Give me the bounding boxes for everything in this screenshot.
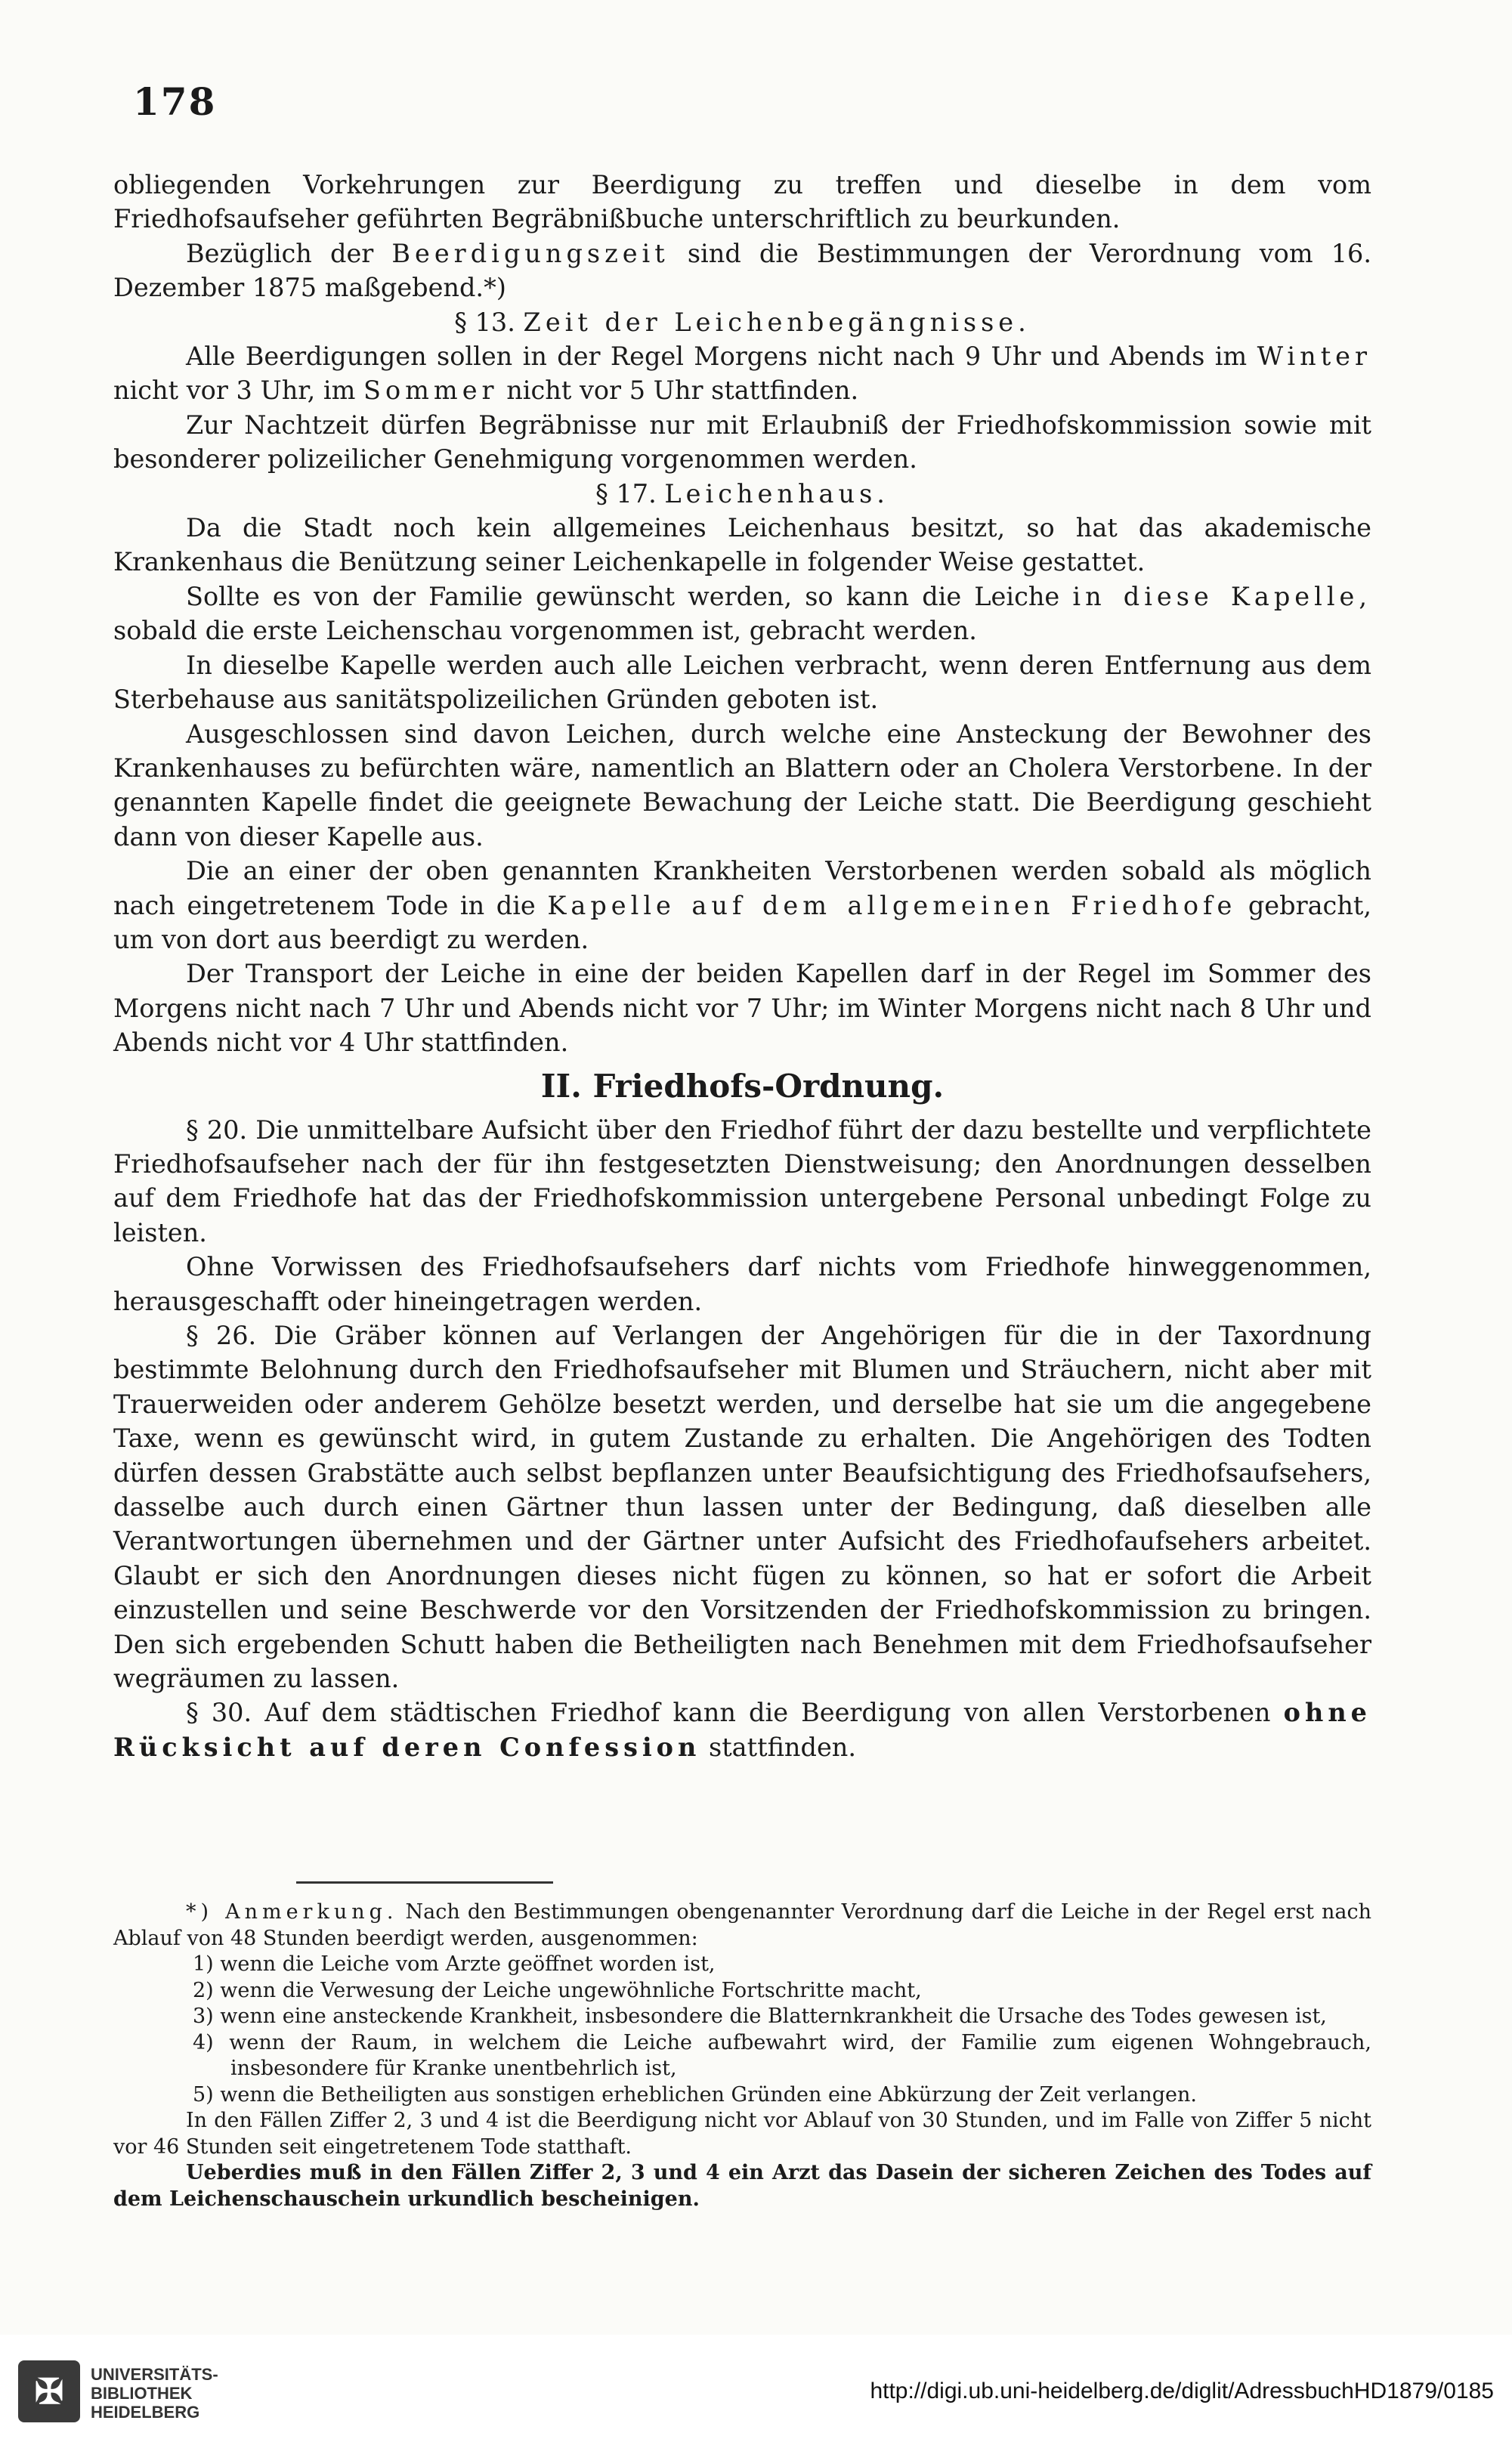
section-heading-13: § 13. Zeit der Leichenbegängnisse. <box>454 307 1031 337</box>
paragraph: Ausgeschlossen sind davon Leichen, durch welche eine Ansteckung der Bewohner des Krankenhauses zu befürchten wäre, namentlich an Blattern oder an Cholera Verstorbene. In der genannten Kapelle findet die geeignete Bewachung der Leiche statt. Die Beerdigung geschieht dann von dieser Kapelle aus. <box>113 719 1371 852</box>
main-text <box>113 168 1371 1764</box>
paragraph: § 30. Auf dem städtischen Friedhof kann die Beerdigung von allen Verstorbenen ohne Rücksicht auf deren Confession stattfinden. <box>113 1698 1371 1762</box>
page-number: 178 <box>133 79 217 124</box>
chapter-heading: II. Friedhofs-Ordnung. <box>540 1067 945 1105</box>
paragraph: Ohne Vorwissen des Friedhofsaufsehers darf nichts vom Friedhofe hinweggenommen, herausgeschafft oder hineingetragen werden. <box>113 1252 1371 1316</box>
paragraph: Da die Stadt noch kein allgemeines Leichenhaus besitzt, so hat das akademische Krankenhaus die Benützung seiner Leichenkapelle in folgender Weise gestattet. <box>113 513 1371 577</box>
footnote-item: 3) wenn eine ansteckende Krankheit, insbesondere die Blatternkrankheit die Ursache des Todes gewesen ist, <box>193 2005 1327 2028</box>
footnote-note: Ueberdies muß in den Fällen Ziffer 2, 3 und 4 ein Arzt das Dasein der sicheren Zeichen des Todes auf dem Leichenschauschein urkundlich bescheinigen. <box>113 2161 1371 2211</box>
university-seal-icon: ✠ <box>18 2360 80 2422</box>
institution-name: UNIVERSITÄTS- BIBLIOTHEK HEIDELBERG <box>91 2365 218 2422</box>
paragraph: obliegenden Vorkehrungen zur Beerdigung zu treffen und dieselbe in dem vom Friedhofsaufseher geführten Begräbnißbuche unterschriftlich zu beurkunden. <box>113 170 1371 234</box>
footnote-item: 1) wenn die Leiche vom Arzte geöffnet worden ist, <box>193 1952 716 1976</box>
footnotes <box>113 1900 1371 2212</box>
footnote-item: 4) wenn der Raum, in welchem die Leiche aufbewahrt wird, der Familie zum eigenen Wohngebrauch, insbesondere für Kranke unentbehrlich ist, <box>193 2030 1371 2080</box>
paragraph: Bezüglich der Beerdigungszeit sind die Bestimmungen der Verordnung vom 16. Dezember 1875 maßgebend.*) <box>113 238 1371 303</box>
viewer-footer <box>0 2341 1512 2442</box>
section-heading-17: § 17. Leichenhaus. <box>595 478 889 508</box>
footnote-divider <box>296 1881 553 1884</box>
paragraph: Die an einer der oben genannten Krankheiten Verstorbenen werden sobald als möglich nach eingetretenem Tode in die Kapelle auf dem allgemeinen Friedhofe gebracht, um von dort aus beerdigt zu werden. <box>113 856 1372 954</box>
footnote-note: In den Fällen Ziffer 2, 3 und 4 ist die Beerdigung nicht vor Ablauf von 30 Stunden, und im Falle von Ziffer 5 nicht vor 46 Stunden seit eingetretenem Tode statthaft. <box>113 2109 1371 2159</box>
paragraph: Alle Beerdigungen sollen in der Regel Morgens nicht nach 9 Uhr und Abends im Winter nicht vor 3 Uhr, im Sommer nicht vor 5 Uhr stattfinden. <box>113 342 1372 406</box>
paragraph: Sollte es von der Familie gewünscht werden, so kann die Leiche in diese Kapelle, sobald die erste Leichenschau vorgenommen ist, gebracht werden. <box>113 581 1372 646</box>
footnote-intro: *) Anmerkung. Nach den Bestimmungen obengenannter Verordnung darf die Leiche in der Regel erst nach Ablauf von 48 Stunden beerdigt werden, ausgenommen: <box>113 1900 1371 1950</box>
source-url-link[interactable]: http://digi.ub.uni-heidelberg.de/diglit/AdressbuchHD1879/0185 <box>870 2379 1494 2403</box>
paragraph: § 26. Die Gräber können auf Verlangen der Angehörigen für die in der Taxordnung bestimmte Belohnung durch den Friedhofsaufseher mit Blumen und Sträuchern, nicht aber mit Trauerweiden oder anderem Gehölze besetzt werden, und derselbe hat sie um die angegebene Taxe, wenn es gewünscht wird, in gutem Zustande zu erhalten. Die Angehörigen des Todten dürfen dessen Grabstätte auch selbst bepflanzen unter Beaufsichtigung des Friedhofsaufsehers, dasselbe auch durch einen Gärtner thun lassen unter der Bedingung, daß dieselben alle Verantwortungen übernehmen und der Gärtner unter Aufsicht des Friedhofaufsehers arbeitet. Glaubt er sich den Anordnungen dieses nicht fügen zu können, so hat er sofort die Arbeit einzustellen und seine Beschwerde vor den Vorsitzenden der Friedhofskommission zu bringen. Den sich ergebenden Schutt haben die Betheiligten nach Benehmen mit dem Friedhofsaufseher wegräumen zu lassen. <box>113 1321 1371 1694</box>
paragraph: Zur Nachtzeit dürfen Begräbnisse nur mit Erlaubniß der Friedhofskommission sowie mit besonderer polizeilicher Genehmigung vorgenommen werden. <box>113 410 1371 474</box>
paragraph: In dieselbe Kapelle werden auch alle Leichen verbracht, wenn deren Entfernung aus dem Sterbehause aus sanitätspolizeilichen Gründen geboten ist. <box>113 650 1371 715</box>
paragraph: Der Transport der Leiche in eine der beiden Kapellen darf in der Regel im Sommer des Morgens nicht nach 7 Uhr und Abends nicht vor 7 Uhr; im Winter Morgens nicht nach 8 Uhr und Abends nicht vor 4 Uhr stattfinden. <box>113 959 1371 1058</box>
footnote-item: 5) wenn die Betheiligten aus sonstigen erheblichen Gründen eine Abkürzung der Zeit verlangen. <box>193 2082 1197 2107</box>
paragraph: § 20. Die unmittelbare Aufsicht über den Friedhof führt der dazu bestellte und verpflichtete Friedhofsaufseher nach der für ihn festgesetzten Dienstweisung; den Anordnungen desselben auf dem Friedhofe hat das der Friedhofskommission untergebene Personal unbedingt Folge zu leisten. <box>113 1114 1371 1247</box>
footnote-item: 2) wenn die Verwesung der Leiche ungewöhnliche Fortschritte macht, <box>193 1978 922 2002</box>
